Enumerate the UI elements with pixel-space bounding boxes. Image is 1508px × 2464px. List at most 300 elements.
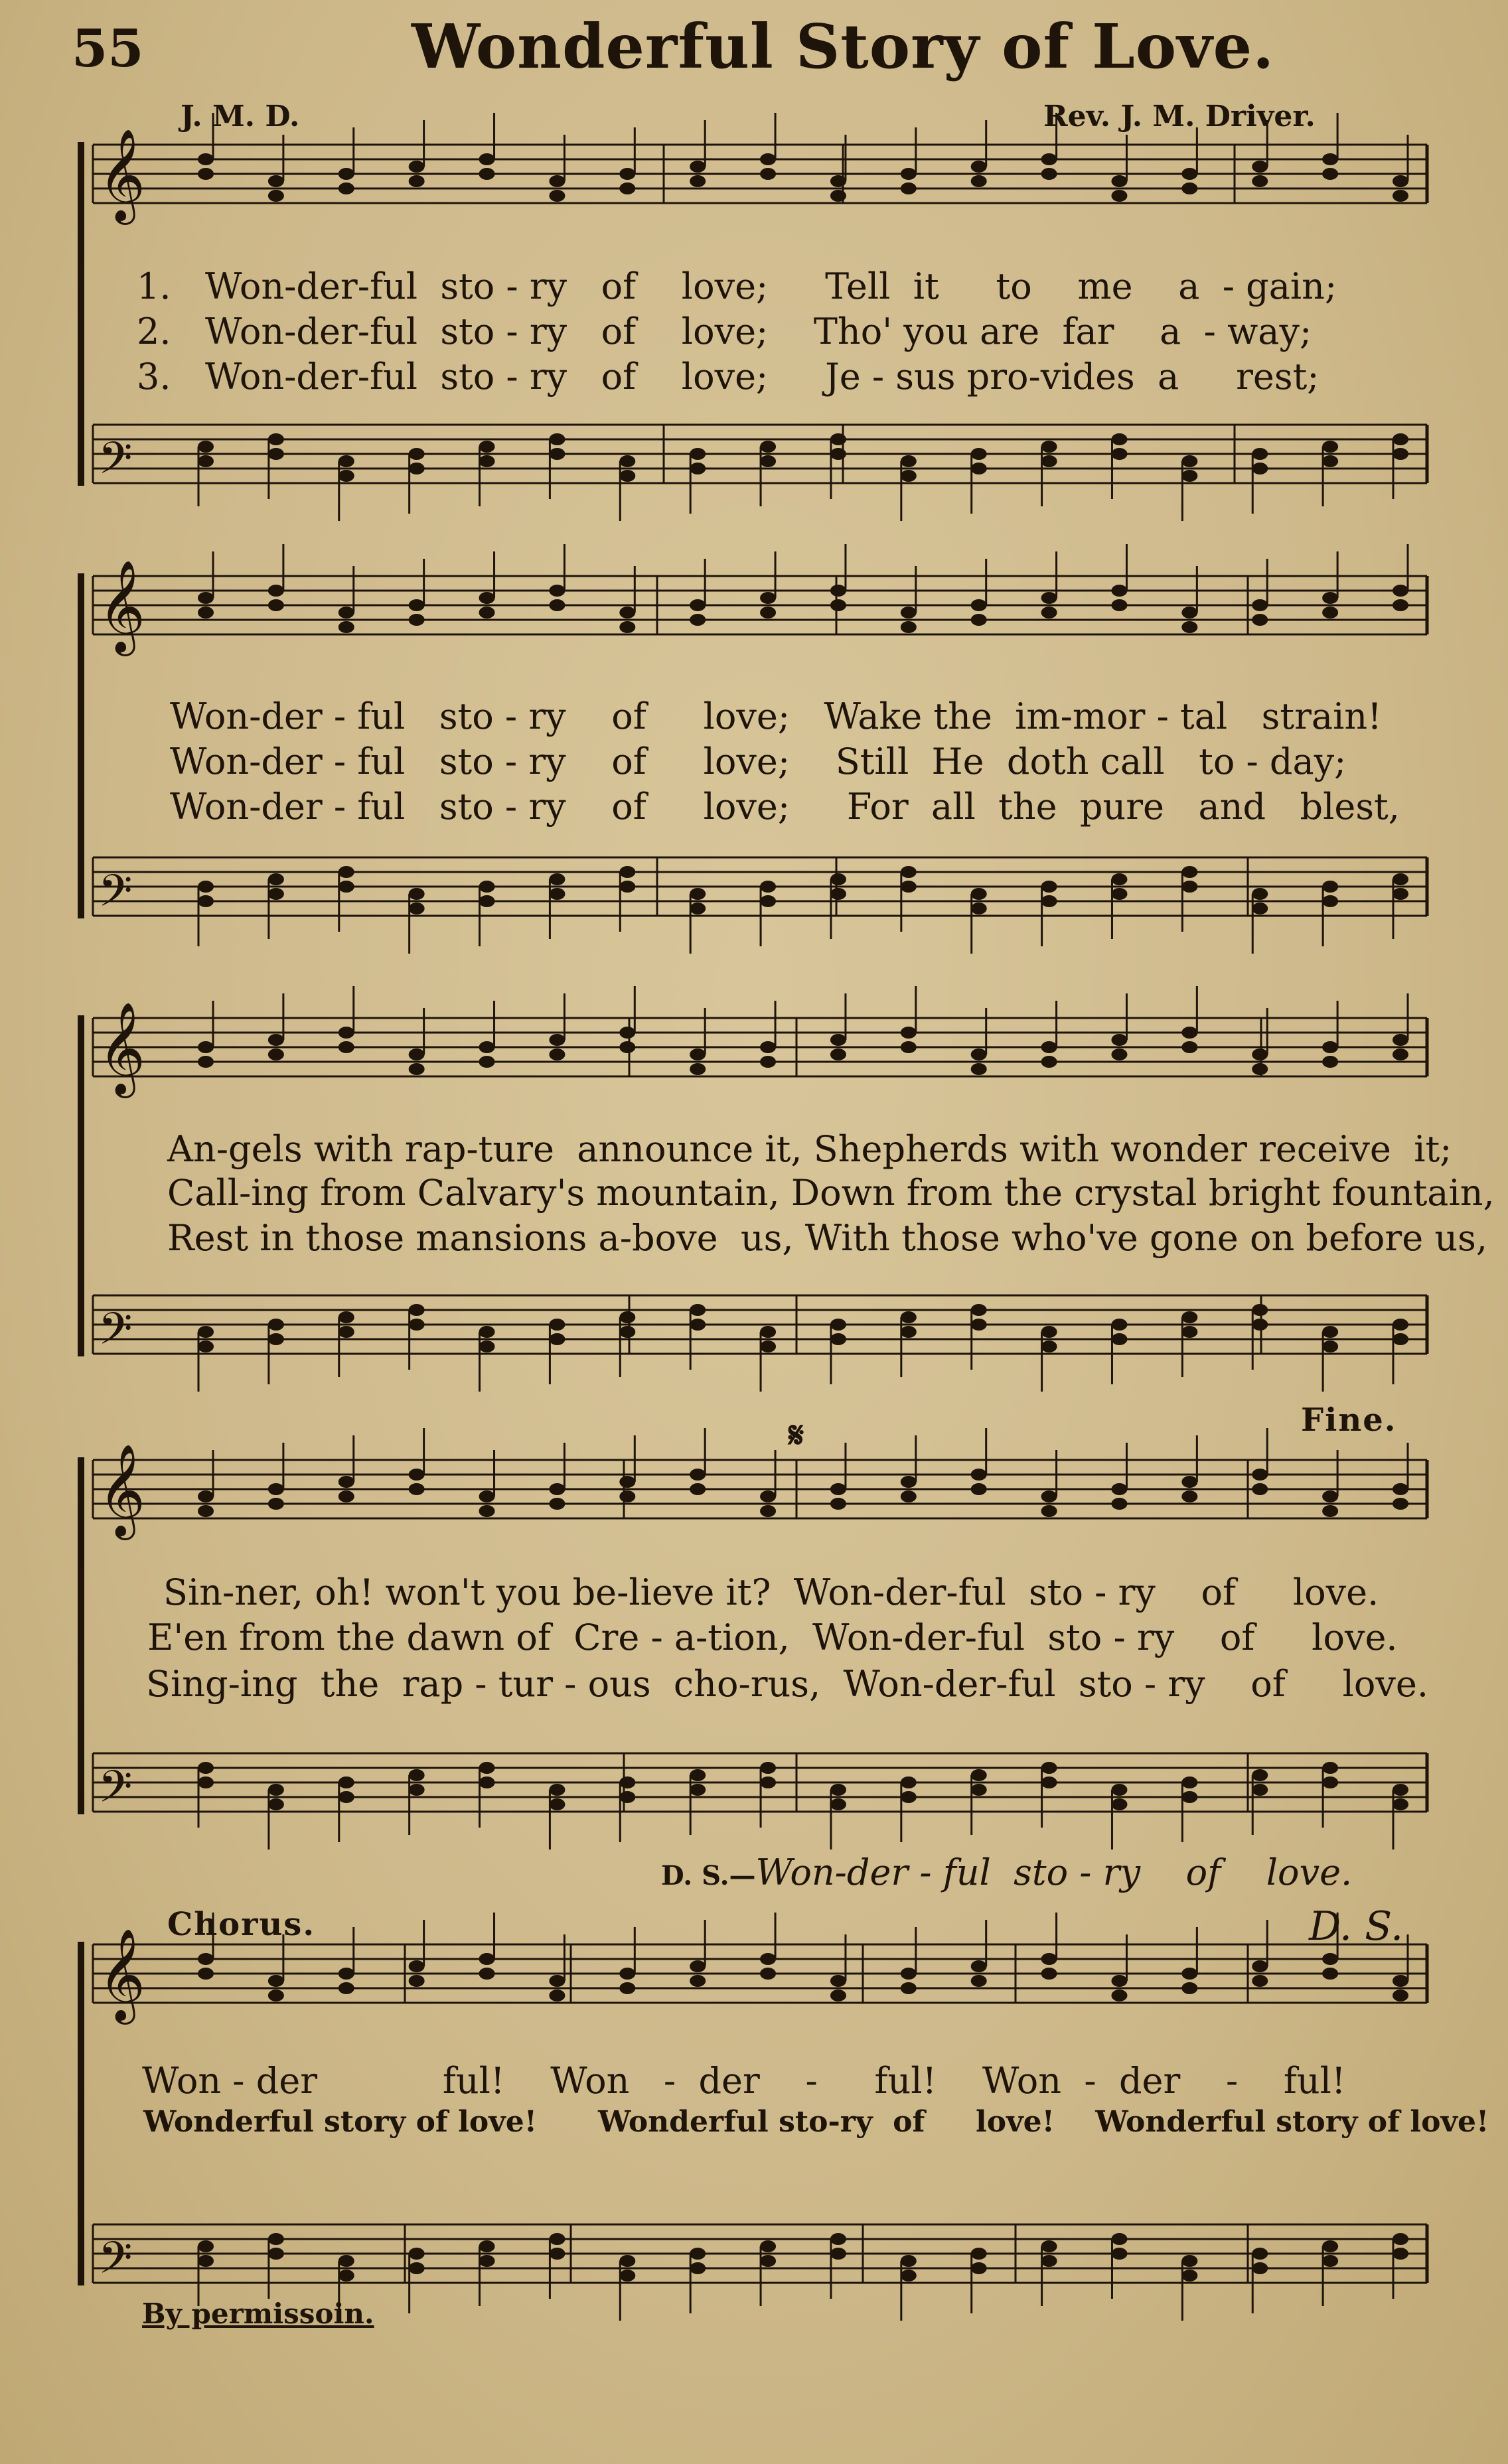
note-head [1181,1968,1197,1980]
note-head [830,1034,846,1046]
note-head [198,592,214,604]
note-head [1322,2255,1338,2267]
note-head [409,2248,425,2260]
lyric-verse-2: E'en from the dawn of Cre - a-tion, Won-der-ful sto - ry of love. [147,1617,1398,1658]
note-head [198,895,214,907]
note-head [830,175,846,187]
note-head [971,1784,987,1796]
note-head [198,1953,214,1965]
lyric-verse-3: Won-der - ful sto - ry of love; For all the pure and blest, [170,786,1400,828]
note-head [971,448,987,460]
note-head [760,2255,776,2267]
note-head [339,621,354,633]
note-head [1322,592,1338,604]
note-head [1111,873,1127,885]
note-head [690,463,706,474]
note-head [1041,895,1057,907]
note-head [198,1056,214,1068]
note-head [1111,1498,1127,1510]
note-head [1181,1776,1197,1788]
note-head [198,1041,214,1053]
note-head [619,455,635,467]
note-head [1322,441,1338,453]
note-head [1393,1049,1408,1060]
note-head [1252,1483,1268,1495]
note-head [1393,873,1408,885]
note-head [1252,1304,1268,1316]
note-head [1393,433,1408,445]
lyric-verse-3: Sing-ing the rap - tur - ous cho-rus, Won-der-ful sto - ry of love. [146,1663,1429,1705]
note-head [1393,1798,1408,1810]
lyric-verse-1: 1. Won-der-ful sto - ry of love; Tell it to me a - gain; [137,265,1337,307]
note-head [760,592,776,604]
note-head [339,168,354,180]
note-head [1393,1990,1408,2001]
note-head [409,463,425,474]
note-head [901,1776,917,1788]
note-head [409,1769,425,1781]
note-head [479,895,495,907]
note-head [1322,168,1338,180]
note-head [760,1041,776,1053]
note-head [1322,1341,1338,1352]
note-head [1041,1953,1057,1965]
note-head [760,1953,776,1965]
composer-initials: J. M. D. [181,100,300,133]
note-head [1181,455,1197,467]
note-head [339,1968,354,1980]
note-head [409,1063,425,1075]
note-head [1111,1990,1127,2001]
note-head [409,1319,425,1331]
note-head [760,1762,776,1774]
note-head [339,866,354,878]
note-head [1041,607,1057,618]
note-head [1181,1490,1197,1502]
note-head [1111,2233,1127,2245]
note-head [1252,1063,1268,1075]
ds-lyric: Won-der - ful sto - ry of love. [755,1851,1353,1893]
note-head [549,433,565,445]
note-head [1322,1326,1338,1338]
note-head [1393,585,1408,597]
note-head [339,1476,354,1488]
note-head [1181,470,1197,482]
note-head [690,599,706,611]
note-head [549,1319,565,1331]
note-head [1111,2248,1127,2260]
note-head [760,153,776,165]
note-head [760,1776,776,1788]
note-head [339,1490,354,1502]
note-head [830,2248,846,2260]
note-head [268,190,284,202]
note-head [619,621,635,633]
note-head [1252,1469,1268,1481]
note-head [1393,2233,1408,2245]
note-head [901,1476,917,1488]
note-head [690,2248,706,2260]
note-head [901,1326,917,1338]
note-head [971,903,987,914]
note-head [760,2240,776,2252]
note-head [830,1483,846,1495]
note-head [619,1041,635,1053]
note-head [1181,621,1197,633]
note-head [971,1304,987,1316]
note-head [268,1319,284,1331]
note-head [690,2262,706,2274]
note-head [1181,1476,1197,1488]
note-head [830,1784,846,1796]
note-head [760,441,776,453]
note-head [901,455,917,467]
note-head [479,1776,495,1788]
treble-clef: 𝄞 [98,1928,145,2021]
note-head [1322,1490,1338,1502]
note-head [409,2262,425,2274]
note-head [479,607,495,618]
note-head [901,182,917,194]
note-head [1393,2248,1408,2260]
note-head [1252,1784,1268,1796]
note-head [619,1027,635,1039]
note-head [690,1304,706,1316]
treble-clef: 𝄞 [98,129,145,221]
note-head [971,2262,987,2274]
note-head [268,1990,284,2001]
note-head [479,1762,495,1774]
note-head [479,1490,495,1502]
note-head [479,2255,495,2267]
note-head [409,161,425,173]
note-head [549,585,565,597]
note-head [619,1326,635,1338]
lyric-verse-2: 2. Won-der-ful sto - ry of love; Tho' you are far a - way; [137,311,1312,352]
note-head [690,888,706,900]
note-head [268,2233,284,2245]
note-head [1393,1034,1408,1046]
note-head [619,1968,635,1980]
note-head [339,1027,354,1039]
note-head [1181,1791,1197,1803]
note-head [1181,881,1197,893]
note-head [1393,1784,1408,1796]
note-head [690,903,706,914]
note-head [549,175,565,187]
note-head [971,1063,987,1075]
note-head [1041,1776,1057,1788]
note-head [1252,2262,1268,2274]
note-head [830,2233,846,2245]
note-head [901,1311,917,1323]
note-head [830,1498,846,1510]
permission-note: By permissoin. [142,2297,374,2330]
note-head [1111,1049,1127,1060]
note-head [1041,1056,1057,1068]
note-head [198,153,214,165]
note-head [479,1953,495,1965]
note-head [1322,2240,1338,2252]
note-head [971,614,987,626]
note-head [971,463,987,474]
note-head [1041,881,1057,893]
note-head [1041,592,1057,604]
note-head [268,1498,284,1510]
note-head [1181,168,1197,180]
note-head [549,1784,565,1796]
note-head [1393,448,1408,460]
note-head [760,1326,776,1338]
note-head [479,592,495,604]
note-head [830,1319,846,1331]
note-head [1041,455,1057,467]
note-head [268,1798,284,1810]
note-head [971,888,987,900]
note-head [1111,585,1127,597]
note-head [690,1469,706,1481]
note-head [1111,1333,1127,1345]
bass-clef: 𝄢 [98,1761,133,1823]
note-head [549,2248,565,2260]
note-head [901,621,917,633]
note-head [830,599,846,611]
note-head [1181,2270,1197,2282]
note-head [268,175,284,187]
note-head [760,895,776,907]
note-head [339,1791,354,1803]
note-head [479,153,495,165]
note-head [619,1490,635,1502]
note-head [690,1784,706,1796]
note-head [1252,1049,1268,1060]
lyric-verse-1: An-gels with rap-ture announce it, Shepherds with wonder receive it; [167,1128,1452,1170]
note-head [971,175,987,187]
note-head [619,1311,635,1323]
note-head [830,1990,846,2001]
note-head [1322,1505,1338,1517]
note-head [619,607,635,618]
hymn-title: Wonderful Story of Love. [412,11,1275,82]
note-head [268,888,284,900]
note-head [760,1056,776,1068]
note-head [1041,1762,1057,1774]
note-head [409,614,425,626]
note-head [1181,1311,1197,1323]
note-head [619,168,635,180]
note-head [1252,448,1268,460]
note-head [1181,1041,1197,1053]
note-head [901,881,917,893]
note-head [1322,455,1338,467]
note-head [971,161,987,173]
note-head [971,1469,987,1481]
note-head [619,1982,635,1994]
note-head [1393,1333,1408,1345]
note-head [198,607,214,618]
note-head [1393,599,1408,611]
note-head [690,448,706,460]
note-head [901,2270,917,2282]
note-head [619,866,635,878]
note-head [1252,2248,1268,2260]
note-head [549,1034,565,1046]
note-head [198,455,214,467]
note-head [1252,1769,1268,1781]
note-head [1322,153,1338,165]
note-head [690,161,706,173]
note-head [1041,2240,1057,2252]
note-head [760,1490,776,1502]
note-head [971,1483,987,1495]
note-head [268,1034,284,1046]
note-head [1111,1975,1127,1987]
note-head [549,1498,565,1510]
note-head [1322,881,1338,893]
note-head [339,182,354,194]
note-head [549,2233,565,2245]
note-head [1322,1056,1338,1068]
note-head [268,448,284,460]
bass-clef: 𝄢 [98,433,133,494]
note-head [1252,175,1268,187]
lyric-verse-3: Rest in those mansions a-bove us, With those who've gone on before us, [167,1217,1488,1259]
note-head [1393,888,1408,900]
note-head [1041,2255,1057,2267]
note-head [268,1333,284,1345]
note-head [830,1975,846,1987]
note-head [339,881,354,893]
note-head [198,1326,214,1338]
note-head [1252,888,1268,900]
note-head [619,881,635,893]
note-head [971,2248,987,2260]
note-head [830,433,846,445]
note-head [1322,1041,1338,1053]
note-head [1111,1034,1127,1046]
note-head [339,1311,354,1323]
note-head [339,1041,354,1053]
note-head [901,1982,917,1994]
note-head [268,1483,284,1495]
note-head [339,470,354,482]
note-head [690,1975,706,1987]
note-head [901,1041,917,1053]
note-head [1181,1982,1197,1994]
note-head [1252,599,1268,611]
page-number: 55 [72,19,144,79]
lyric-verse-1: Sin-ner, oh! won't you be-lieve it? Won-der-ful sto - ry of love. [163,1571,1379,1613]
treble-clef: 𝄞 [98,1002,145,1094]
note-head [901,1791,917,1803]
note-head [409,1784,425,1796]
note-head [619,1476,635,1488]
note-head [549,873,565,885]
note-head [1252,1319,1268,1331]
lyric-verse-1: Won-der - ful sto - ry of love; Wake the im-mor - tal strain! [170,695,1382,737]
note-head [760,1341,776,1352]
note-head [1393,1319,1408,1331]
note-head [901,1968,917,1980]
note-head [1041,1505,1057,1517]
note-head [1111,888,1127,900]
note-head [549,190,565,202]
note-head [619,2255,635,2267]
ds-marking: D. S. [1309,1903,1404,1950]
note-head [339,607,354,618]
note-head [1322,1762,1338,1774]
treble-clef: 𝄞 [98,1444,145,1536]
note-head [339,455,354,467]
note-head [479,1041,495,1053]
note-head [1322,895,1338,907]
note-head [619,2270,635,2282]
note-head [1111,1798,1127,1810]
note-head [1252,1975,1268,1987]
note-head [830,1333,846,1345]
note-head [1322,1953,1338,1965]
note-head [479,1341,495,1352]
note-head [1181,182,1197,194]
note-head [409,1469,425,1481]
note-head [198,1776,214,1788]
note-head [1111,1319,1127,1331]
treble-clef: 𝄞 [98,560,145,652]
note-head [1252,614,1268,626]
note-head [268,873,284,885]
note-head [830,1798,846,1810]
note-head [268,1975,284,1987]
note-head [760,1968,776,1980]
ds-prefix: D. S.— [661,1860,756,1891]
note-head [1041,168,1057,180]
note-head [1181,866,1197,878]
note-head [830,585,846,597]
note-head [760,881,776,893]
note-head [549,888,565,900]
lyric-verse-2: Won-der - ful sto - ry of love; Still He doth call to - day; [170,741,1347,782]
note-head [409,599,425,611]
chorus-label: Chorus. [167,1906,316,1943]
lyricist-credit: Rev. J. M. Driver. [1043,100,1316,133]
note-head [549,1990,565,2001]
note-head [1322,607,1338,618]
note-head [830,190,846,202]
note-head [198,1490,214,1502]
note-head [830,448,846,460]
note-head [268,599,284,611]
note-head [1181,1027,1197,1039]
note-head [1111,190,1127,202]
note-head [268,1049,284,1060]
note-head [1252,903,1268,914]
note-head [1181,2255,1197,2267]
note-head [971,1975,987,1987]
note-head [901,168,917,180]
note-head [479,1968,495,1980]
dal-segno-line [661,1851,1352,1893]
note-head [971,1049,987,1060]
note-head [690,614,706,626]
note-head [268,585,284,597]
note-head [760,455,776,467]
note-head [690,1769,706,1781]
note-head [690,1049,706,1060]
note-head [1181,1326,1197,1338]
note-head [901,2255,917,2267]
note-head [619,1776,635,1788]
note-head [619,470,635,482]
